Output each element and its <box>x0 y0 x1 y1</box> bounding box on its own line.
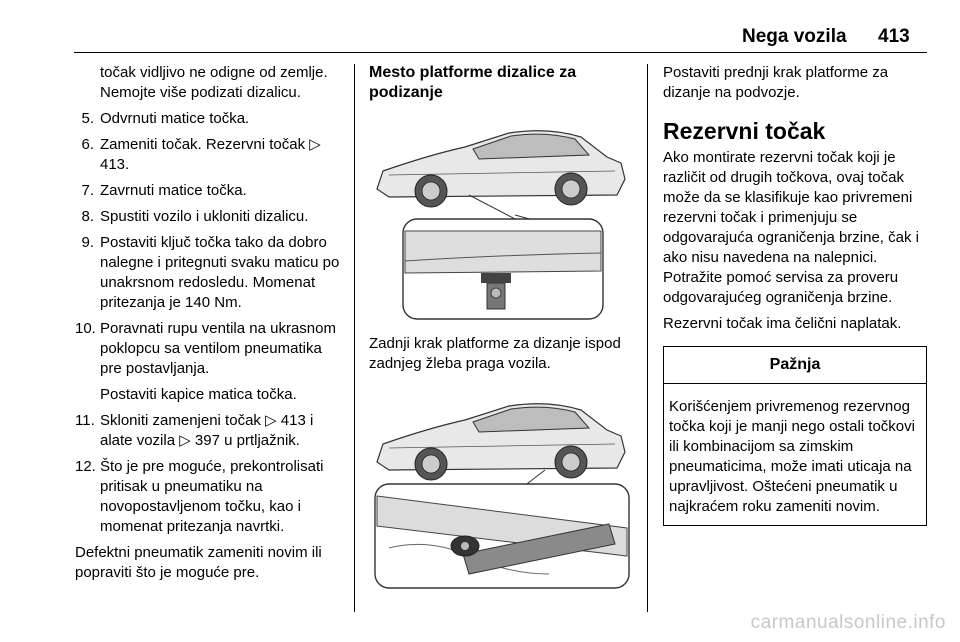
step-text: Spustiti vozilo i ukloniti dizalicu. <box>100 208 309 225</box>
step-text: Poravnati rupu ventila na ukrasnom poklopcu sa ventilom pneumatika pre postavljanja. <box>100 320 336 377</box>
body-paragraph: Rezervni točak ima čelični naplatak. <box>663 315 902 332</box>
column-3 <box>663 63 927 526</box>
front-jack-point-illustration <box>369 111 635 325</box>
front-wheel-rim <box>422 182 440 200</box>
section-heading: Mesto platforme dizalice za podizanje <box>369 64 577 101</box>
step-text: Skloniti zamenjeni točak ▷ 413 i alate vozila ▷ 397 u prtljažnik. <box>100 412 314 449</box>
rear-wheel-rim <box>562 180 580 198</box>
step-item <box>75 135 347 175</box>
jack-bolt <box>491 288 501 298</box>
jack-pad <box>481 273 511 283</box>
step-number: 6. <box>81 136 94 153</box>
sill-panel <box>405 231 601 273</box>
step-subtext: Postaviti kapice matica točka. <box>100 386 297 403</box>
caution-text: Korišćenjem privremenog rezervnog točka koji je manji nego ostali točkovi ili kombinacijom sa zimskim pneumaticima, može imati uticaja na upravljivost. Oštećeni pneumatik u najkraćem roku zameniti novim. <box>669 398 915 515</box>
page-number: 413 <box>878 26 910 47</box>
step-item <box>75 319 347 379</box>
callout-line <box>469 195 519 221</box>
step-text: Zameniti točak. Rezervni točak ▷ 413. <box>100 136 321 173</box>
step-item <box>75 109 347 129</box>
column-divider-1 <box>354 64 355 612</box>
car-windows <box>473 134 589 159</box>
header-rule <box>74 52 927 53</box>
jack-bolt <box>461 542 469 550</box>
body-paragraph: Ako montirate rezervni točak koji je različit od drugih točkova, ovaj točak može da se klasifikuje kao privremeni rezervni točak i primenjuju se odgovarajuća ograničenja brzine, čak i ako nisu navedena na nalepnici. Potražite pomoć servisa za proveru odgovarajućeg ograničenja brzine. <box>663 149 919 306</box>
step-number: 10. <box>75 320 96 337</box>
step-number: 8. <box>81 208 94 225</box>
caution-box <box>663 346 927 526</box>
step-item <box>75 457 347 537</box>
step-text: Odvrnuti matice točka. <box>100 110 250 127</box>
closing-paragraph: Defektni pneumatik zameniti novim ili popraviti što je moguće pre. <box>75 544 322 581</box>
column-1 <box>75 63 347 583</box>
caution-title: Pažnja <box>664 347 926 384</box>
rear-wheel-rim <box>562 453 580 471</box>
step-text: Postaviti ključ točka tako da dobro nalegne i pritegnuti svaku maticu po unakrsnom redosledu. Momenat pritezanja je 140 Nm. <box>100 234 340 311</box>
step-number: 11. <box>75 412 95 429</box>
step-item <box>75 181 347 201</box>
watermark: carmanualsonline.info <box>750 612 946 633</box>
step-item <box>75 233 347 313</box>
step-number: 5. <box>81 110 94 127</box>
continuation-text: točak vidljivo ne odigne od zemlje. Nemojte više podizati dizalicu. <box>100 64 328 101</box>
step-number: 12. <box>75 458 96 475</box>
step-text: Zavrnuti matice točka. <box>100 182 247 199</box>
intro-paragraph: Postaviti prednji krak platforme za dizanje na podvozje. <box>663 64 889 101</box>
column-divider-2 <box>647 64 648 612</box>
front-wheel-rim <box>422 455 440 473</box>
step-item <box>75 207 347 227</box>
section-heading: Rezervni točak <box>663 118 826 144</box>
car-windows <box>473 407 589 432</box>
rear-jack-point-illustration <box>369 378 635 592</box>
column-2 <box>369 63 635 592</box>
figure-caption: Zadnji krak platforme za dizanje ispod zadnjeg žleba praga vozila. <box>369 335 621 372</box>
page-header-title: Nega vozila <box>742 26 847 47</box>
step-text: Što je pre moguće, prekontrolisati pritisak u pneumatiku na novopostavljenom točku, kao i momenat pritezanja navrtki. <box>100 458 324 535</box>
step-item <box>75 411 347 451</box>
step-number: 7. <box>81 182 94 199</box>
step-number: 9. <box>81 234 94 251</box>
